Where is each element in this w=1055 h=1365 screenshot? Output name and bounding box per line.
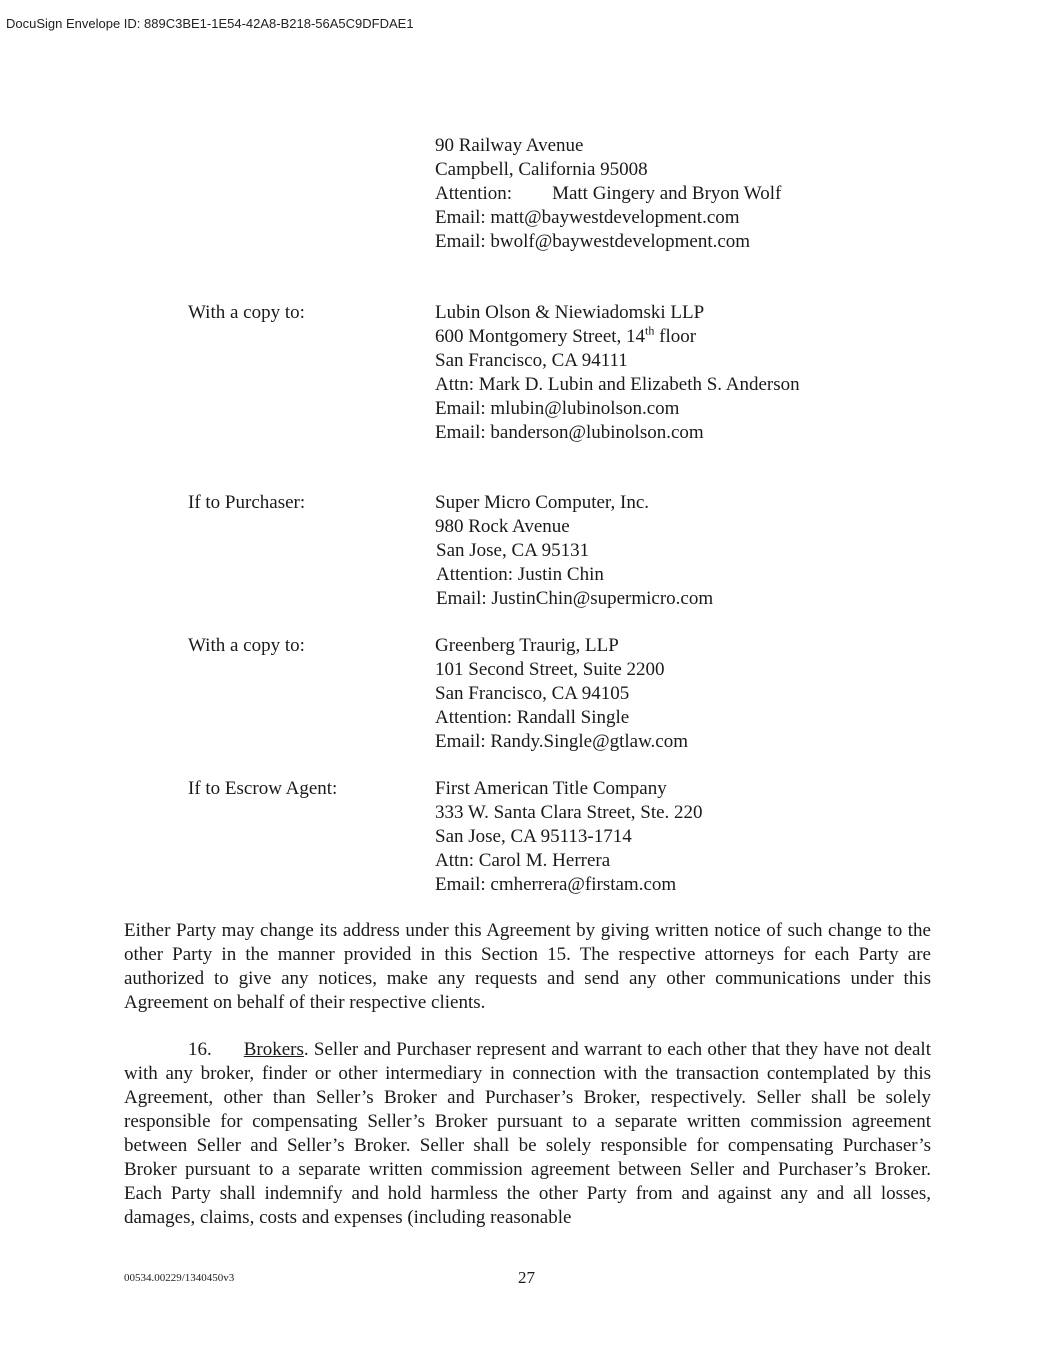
section-body: . Seller and Purchaser represent and warrant to each other that they have not dealt with any broker, finder or other intermediary in connection with the transaction contemplated by this Agreement, other than Seller’s Broker and Purchaser’s Broker, respectively. Seller shall be solely responsible for compensating Seller’s Broker pursuant to a separate written commission agreement between Seller and Seller’s Broker. Seller shall be solely responsible for compensating Purchaser’s Broker pursuant to a separate written commission agreement between Seller and Purchaser’s Broker. Each Party shall indemnify and hold harmless the other Party from and against any and all losses, damages, claims, costs and expenses (including reasonable	[124, 1039, 931, 1228]
address-line: First American Title Company	[435, 778, 667, 799]
purchaser-copy-address-block	[435, 634, 688, 754]
page-number: 27	[518, 1268, 535, 1287]
address-line: San Francisco, CA 94111	[435, 350, 628, 371]
email-line: Email: banderson@lubinolson.com	[435, 422, 704, 443]
section-heading: Brokers	[243, 1039, 304, 1060]
purchaser-label: If to Purchaser:	[188, 492, 306, 513]
email-line: Email: cmherrera@firstam.com	[435, 874, 677, 895]
attention-line: Attn: Mark D. Lubin and Elizabeth S. Anderson	[435, 374, 800, 395]
seller-address-block	[435, 134, 781, 254]
section-16-brokers	[124, 1038, 931, 1230]
address-line: Lubin Olson & Niewiadomski LLP	[435, 302, 705, 323]
email-line: Email: JustinChin@supermicro.com	[436, 588, 714, 609]
purchaser-address-block	[435, 491, 713, 611]
seller-attention-names: Matt Gingery and Bryon Wolf	[552, 183, 782, 204]
address-line	[435, 325, 800, 349]
address-line: 101 Second Street, Suite 2200	[435, 659, 665, 680]
attention-line: Attention: Randall Single	[435, 707, 630, 728]
purchaser-copy-label: With a copy to:	[188, 635, 305, 656]
address-line: San Jose, CA 95131	[436, 540, 590, 561]
attention-line: Attention: Justin Chin	[436, 564, 604, 585]
footer-document-id: 00534.00229/1340450v3	[124, 1272, 235, 1284]
address-line: San Francisco, CA 94105	[435, 683, 630, 704]
seller-copy-address-block	[435, 301, 800, 445]
change-of-address-paragraph	[124, 919, 931, 1015]
email-line: Email: mlubin@lubinolson.com	[435, 398, 680, 419]
email-line: Email: Randy.Single@gtlaw.com	[435, 731, 689, 752]
seller-attention-label: Attention:	[435, 183, 513, 204]
docusign-envelope-id: DocuSign Envelope ID: 889C3BE1-1E54-42A8-B218-56A5C9DFDAE1	[6, 16, 414, 31]
address-line-street: 600 Montgomery Street, 14	[435, 326, 646, 347]
attention-line: Attn: Carol M. Herrera	[435, 850, 611, 871]
seller-address-line: Campbell, California 95008	[435, 159, 648, 180]
address-line: Greenberg Traurig, LLP	[435, 635, 619, 656]
seller-email: Email: bwolf@baywestdevelopment.com	[435, 231, 751, 252]
address-line-floor: floor	[654, 326, 697, 347]
address-line: 980 Rock Avenue	[435, 516, 570, 537]
paragraph-text: Either Party may change its address under this Agreement by giving written notice of such change to the other Party in the manner provided in this Section 15. The respective attorneys for each Party are authorized to give any notices, make any requests and send any other communications under this Agreement on behalf of their respective clients.	[124, 920, 931, 1013]
seller-attention-line	[435, 182, 781, 206]
address-line: Super Micro Computer, Inc.	[435, 492, 650, 513]
seller-copy-label: With a copy to:	[188, 302, 305, 323]
section-16-text	[124, 1038, 931, 1230]
escrow-address-block	[435, 777, 703, 897]
seller-email: Email: matt@baywestdevelopment.com	[435, 207, 740, 228]
seller-address-line: 90 Railway Avenue	[435, 135, 584, 156]
escrow-label: If to Escrow Agent:	[188, 778, 338, 799]
address-line: San Jose, CA 95113-1714	[435, 826, 632, 847]
ordinal-suffix: th	[645, 323, 655, 338]
address-line: 333 W. Santa Clara Street, Ste. 220	[435, 802, 703, 823]
section-number: 16.	[188, 1039, 212, 1060]
